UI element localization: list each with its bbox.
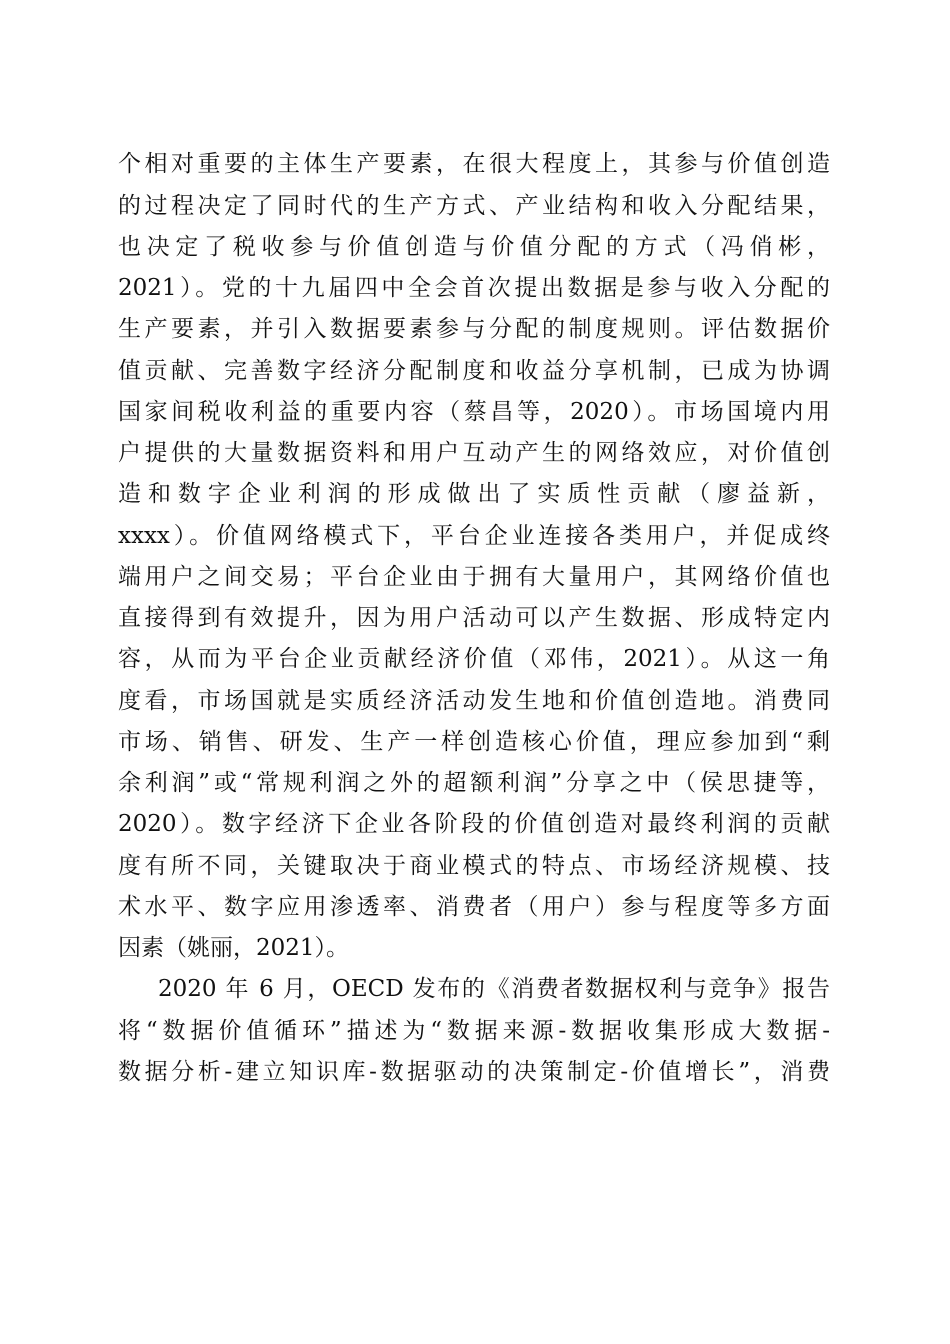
text-line: 造和数字企业利润的形成做出了实质性贡献（廖益新， — [118, 481, 830, 507]
text-line: 2021）。党的十九届四中全会首次提出数据是参与收入分配的 — [118, 275, 830, 301]
text-line: 个相对重要的主体生产要素，在很大程度上，其参与价值创造 — [118, 151, 830, 177]
text-line: 市场、销售、研发、生产一样创造核心价值，理应参加到“剩 — [118, 729, 830, 755]
text-line: 国家间税收利益的重要内容（蔡昌等，2020）。市场国境内用 — [118, 399, 830, 425]
text-line: 余利润”或“常规利润之外的超额利润”分享之中（侯思捷等， — [118, 770, 830, 796]
text-line: 容，从而为平台企业贡献经济价值（邓伟，2021）。从这一角 — [118, 646, 830, 672]
text-line: 因素（姚丽，2021）。 — [118, 935, 350, 961]
text-line: 数据分析-建立知识库-数据驱动的决策制定-价值增长”，消费 — [118, 1059, 830, 1085]
text-line: 将“数据价值循环”描述为“数据来源-数据收集形成大数据- — [118, 1018, 830, 1044]
text-line: 值贡献、完善数字经济分配制度和收益分享机制，已成为协调 — [118, 358, 830, 384]
text-line: 端用户之间交易；平台企业由于拥有大量用户，其网络价值也 — [118, 564, 830, 590]
paragraph-first-line: 2020 年 6 月，OECD 发布的《消费者数据权利与竞争》报告 — [158, 976, 830, 1002]
text-line: 直接得到有效提升，因为用户活动可以产生数据、形成特定内 — [118, 605, 830, 631]
text-line: 也决定了税收参与价值创造与价值分配的方式（冯俏彬， — [118, 234, 830, 260]
text-line: 度看，市场国就是实质经济活动发生地和价值创造地。消费同 — [118, 688, 830, 714]
text-line: 户提供的大量数据资料和用户互动产生的网络效应，对价值创 — [118, 440, 830, 466]
text-line: 2020）。数字经济下企业各阶段的价值创造对最终利润的贡献 — [118, 811, 830, 837]
text-line: xxxx）。价值网络模式下，平台企业连接各类用户，并促成终 — [118, 523, 830, 549]
text-line: 术水平、数字应用渗透率、消费者（用户）参与程度等多方面 — [118, 894, 830, 920]
text-line: 的过程决定了同时代的生产方式、产业结构和收入分配结果， — [118, 193, 830, 219]
text-line: 生产要素，并引入数据要素参与分配的制度规则。评估数据价 — [118, 316, 830, 342]
text-line: 度有所不同，关键取决于商业模式的特点、市场经济规模、技 — [118, 853, 830, 879]
